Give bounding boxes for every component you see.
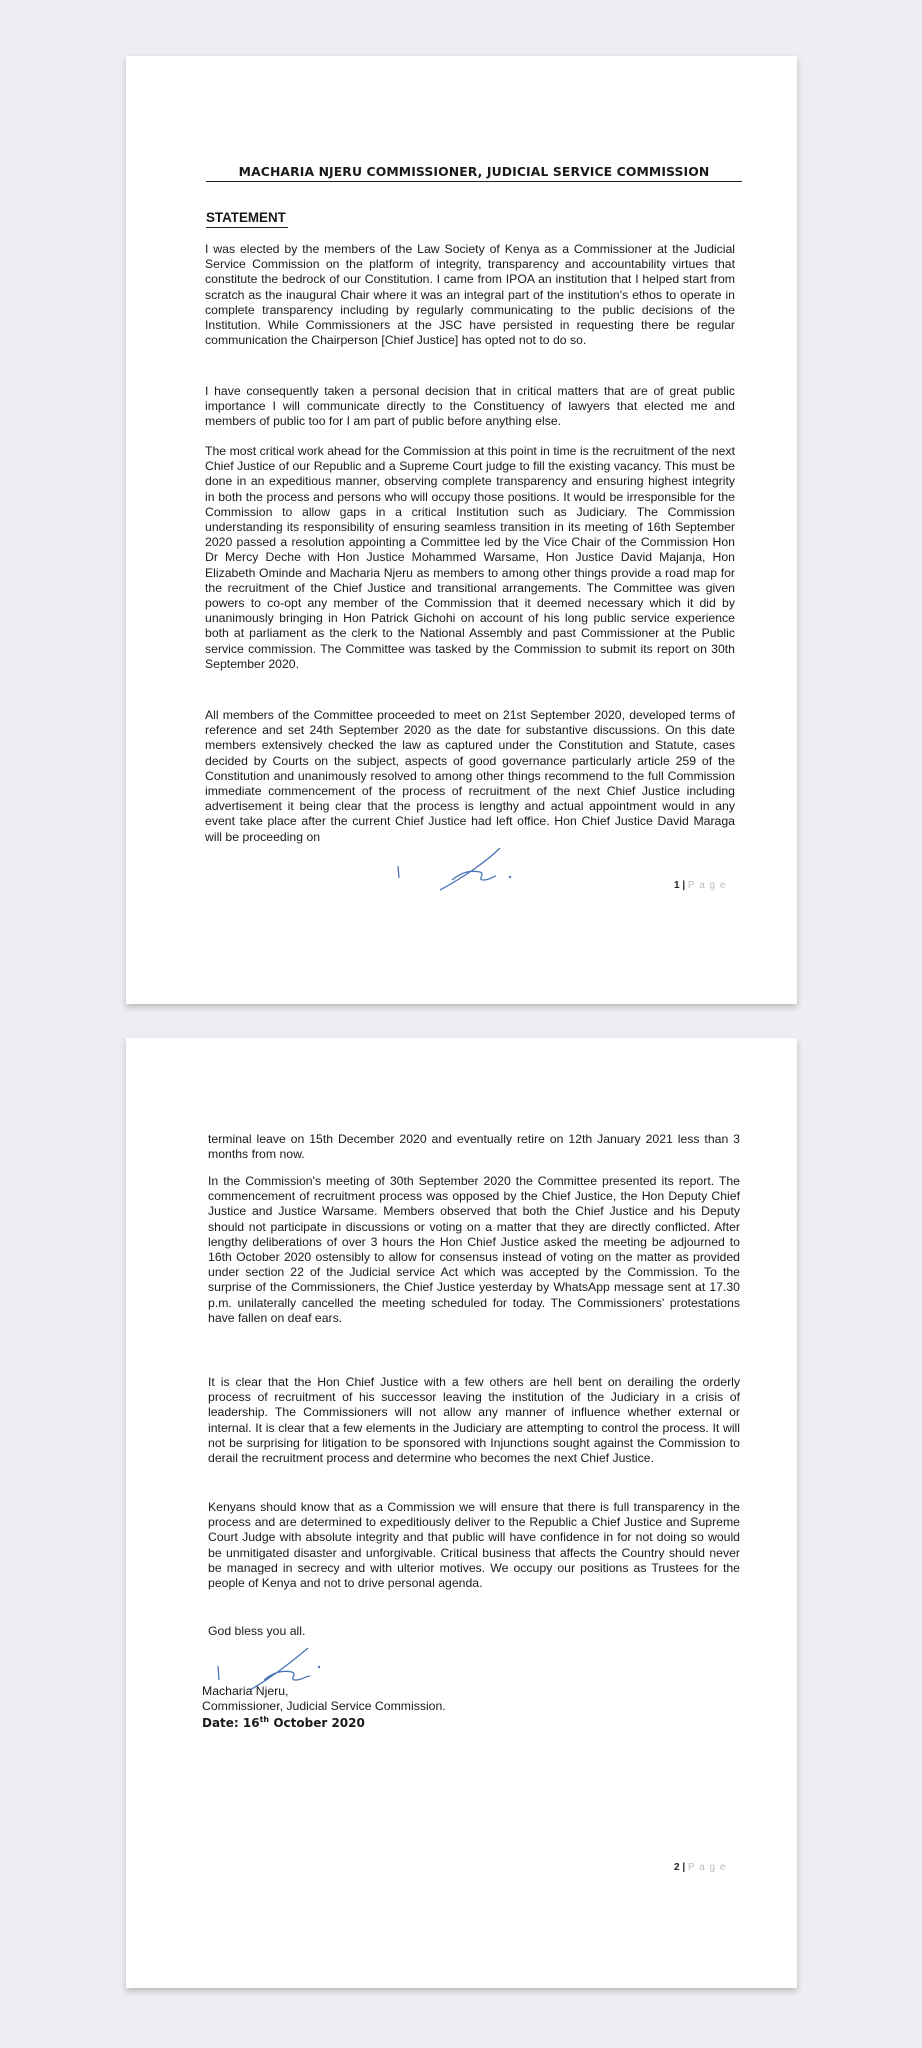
document-page-2 (126, 1038, 797, 1988)
paragraph-2: I have consequently taken a personal decision that in critical matters that are of great public importance I will communicate directly to the Constituency of lawyers that elected me and members of public too for I am part of public before anything else. (205, 384, 735, 429)
paragraph-5: In the Commission's meeting of 30th September 2020 the Committee presented its report. The commencement of recruitment process was opposed by the Chief Justice, the Hon Deputy Chief Justice and Justice Warsame. Members observed that both the Chief Justice and his Deputy should not participate in discussions or voting on a matter that they are directly conflicted. After lengthy deliberations of over 3 hours the Hon Chief Justice asked the meeting be adjourned to 16th October 2020 ostensibly to allow for consensus instead of voting on the matter as provided under section 22 of the Judicial service Act which was accepted by the Commission. To the surprise of the Commissioners, the Chief Justice yesterday by WhatsApp message sent at 17.30 p.m. unilaterally cancelled the meeting scheduled for today. The Commissioners' protestations have fallen on deaf ears. (208, 1174, 740, 1325)
paragraph-1: I was elected by the members of the Law Society of Kenya as a Commissioner at the Judicial Service Commission on the platform of integrity, transparency and accountability virtues that constitute the bedrock of our Constitution. I came from IPOA an institution that I helped start from scratch as the inaugural Chair where it was an integral part of the institution's ethos to operate in complete transparency including by regularly communicating to the public decisions of the Institution. While Commissioners at the JSC have persisted in requesting there be regular communication the Chairperson [Chief Justice] has opted not to do so. (205, 242, 735, 348)
paragraph-4: All members of the Committee proceeded to meet on 21st September 2020, developed terms of reference and set 24th September 2020 as the date for substantive discussions. On this date members extensively checked the law as captured under the Constitution and Statute, cases decided by Courts on the subject, aspects of good governance particularly article 259 of the Constitution and unanimously resolved to among other things recommend to the full Commission immediate commencement of the process of recruitment of the next Chief Justice including advertisement it being clear that the process is lengthy and actual appointment would in any event take place after the current Chief Justice had left office. Hon Chief Justice David Maraga will be proceeding on (205, 708, 735, 844)
paragraph-7: Kenyans should know that as a Commission we will ensure that there is full transparency in the process and are determined to expeditiously deliver to the Republic a Chief Justice and Supreme Court Judge with absolute integrity and that public will have confidence in for not doing so would be unmitigated disaster and unforgivable. Critical business that affects the Country should never be managed in secrecy and with ulterior motives. We occupy our positions as Trustees for the people of Kenya and not to drive personal agenda. (208, 1500, 740, 1591)
page-number: 1 | P a g e (674, 880, 727, 891)
signature-initial-image (396, 846, 556, 896)
document-page-1 (126, 56, 797, 1004)
paragraph-6: It is clear that the Hon Chief Justice with a few others are hell bent on derailing the orderly process of recruitment of his successor leaving the institution of the Judiciary in a crisis of leadership. The Commissioners will not allow any manner of influence whether external or internal. It is clear that a few elements in the Judiciary are attempting to control the process. It will not be surprising for litigation to be sponsored with Injunctions sought against the Commission to derail the recruitment process and determine who becomes the next Chief Justice. (208, 1375, 740, 1466)
statement-heading: STATEMENT (206, 210, 288, 228)
page-number: 2 | P a g e (674, 1862, 727, 1873)
signatory-name: Macharia Njeru, (202, 1684, 289, 1698)
document-header: MACHARIA NJERU COMMISSIONER, JUDICIAL SERVICE COMMISSION (206, 164, 742, 182)
signatory-title: Commissioner, Judicial Service Commission. (202, 1699, 446, 1713)
paragraph-3: The most critical work ahead for the Commission at this point in time is the recruitment of the next Chief Justice of our Republic and a Supreme Court judge to fill the existing vacancy. This must be done in an expeditious manner, observing complete transparency and ensuring highest integrity in both the process and persons who will occupy those positions. It would be irresponsible for the Commission to allow gaps in a critical Institution such as Judiciary. The Commission understanding its responsibility of ensuring seamless transition in its meeting of 16th September 2020 passed a resolution appointing a Committee led by the Vice Chair of the Commission Hon Dr Mercy Deche with Hon Justice Mohammed Warsame, Hon Justice David Majanja, Hon Elizabeth Ominde and Macharia Njeru as members to among other things provide a road map for the recruitment of the Chief Justice and transitional arrangements. The Committee was given powers to co-opt any member of the Commission that it deemed necessary which it did by unanimously bringing in Hon Patrick Gichohi on account of his long public service experience both at parliament as the clerk to the National Assembly and past Commissioner at the Public service commission. The Committee was tasked by the Commission to submit its report on 30th September 2020. (205, 444, 735, 671)
date-line: Date: 16th October 2020 (202, 1715, 365, 1730)
closing-line: God bless you all. (208, 1624, 306, 1638)
paragraph-continued: terminal leave on 15th December 2020 and eventually retire on 12th January 2021 less than 3 months from now. (208, 1132, 740, 1162)
